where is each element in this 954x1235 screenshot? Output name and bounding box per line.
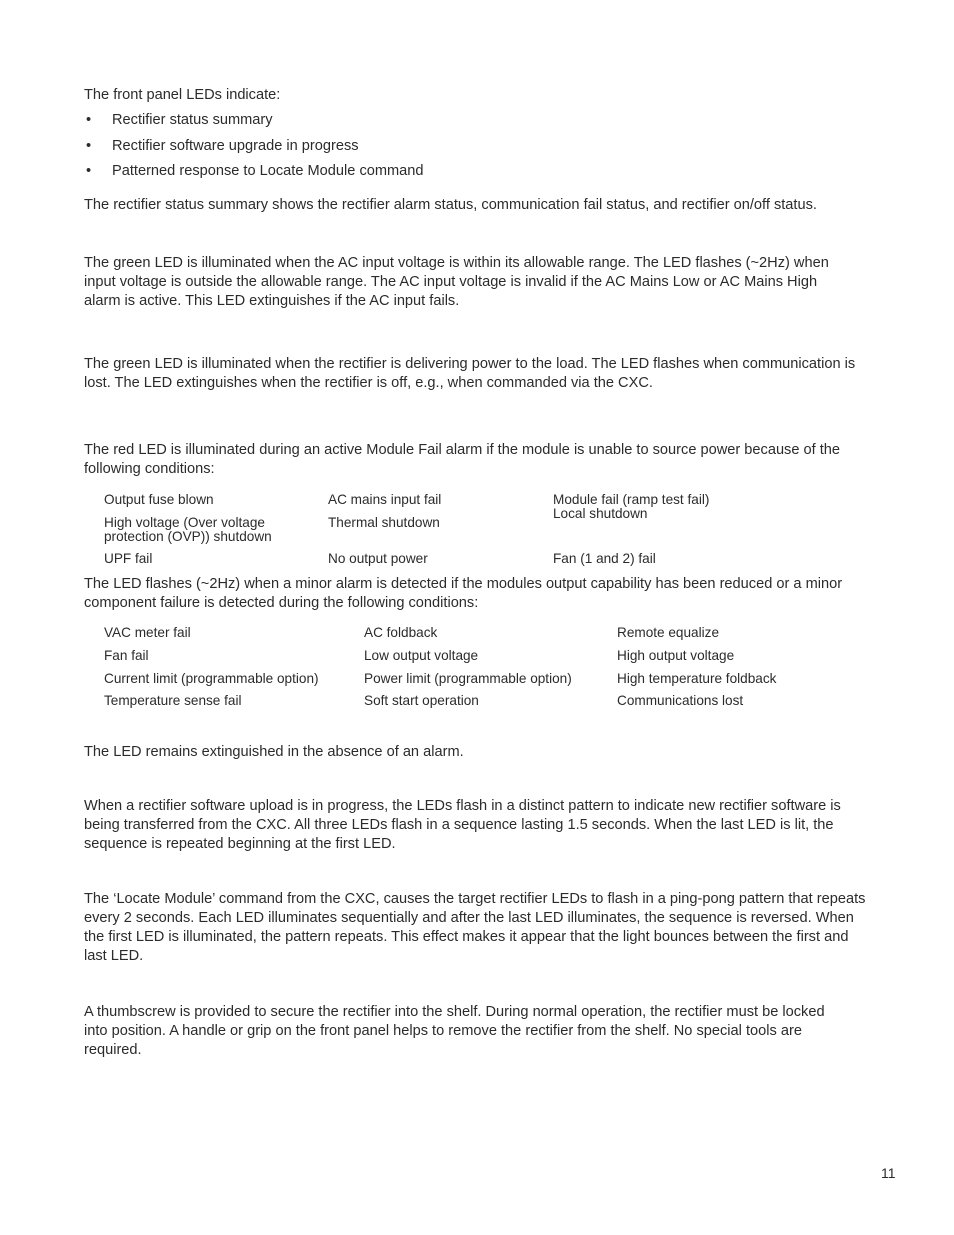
table-cell: High output voltage: [617, 648, 735, 663]
table-cell: High temperature foldback: [617, 671, 777, 686]
bullet-icon: •: [86, 163, 92, 179]
page-number: 11: [881, 1165, 896, 1181]
table-cell: High voltage (Over voltage: [104, 515, 265, 530]
list-item: • Rectifier software upgrade in progress: [86, 137, 359, 154]
intro-text: The front panel LEDs indicate:: [84, 87, 281, 103]
table-cell: Fan fail: [104, 648, 149, 663]
led-indication-list: [84, 111, 424, 188]
table-cell: Current limit (programmable option): [104, 671, 319, 686]
table-cell: Communications lost: [617, 693, 744, 708]
table-cell: Thermal shutdown: [328, 515, 440, 530]
table-cell: protection (OVP)) shutdown: [104, 529, 272, 544]
table-cell: No output power: [328, 551, 428, 566]
software-upload-text: When a rectifier software upload is in progress, the LEDs flash in a distinct pattern to indicate new rectifier software is being transferred from the CXC. All three LEDs flash in a sequence lasting 1.5 seconds. When the last LED is lit, the sequence is repeated beginning at the first LED.: [84, 798, 841, 852]
dc-led-text: The green LED is illuminated when the rectifier is delivering power to the load. The LED flashes when communication is lost. The LED extinguishes when the rectifier is off, e.g., when commanded via the CXC.: [84, 356, 856, 391]
table-cell: Power limit (programmable option): [364, 671, 572, 686]
table-cell: AC mains input fail: [328, 492, 442, 507]
status-summary-text: The rectifier status summary shows the rectifier alarm status, communication fail status, and rectifier on/off status.: [84, 197, 817, 213]
no-alarm-text: The LED remains extinguished in the absence of an alarm.: [84, 744, 464, 760]
list-item: • Patterned response to Locate Module command: [86, 163, 424, 179]
table-cell: Low output voltage: [364, 648, 479, 663]
bullet-icon: •: [86, 137, 92, 154]
table-cell: AC foldback: [364, 625, 438, 640]
table-cell: Module fail (ramp test fail): [553, 492, 710, 507]
list-item: • Rectifier status summary: [86, 112, 273, 128]
table-cell: Output fuse blown: [104, 492, 214, 507]
locate-module-text: The ‘Locate Module’ command from the CXC, causes the target rectifier LEDs to flash in a ping-pong pattern that repeats every 2 seconds. Each LED illuminates sequentially and after the last LED illuminates, the sequence is reversed. When the first LED is illuminated, the pattern repeats. This effect makes it appear that the light bounces between the first and last LED.: [84, 891, 866, 964]
table-cell: Remote equalize: [617, 625, 720, 640]
minor-alarm-text: The LED flashes (~2Hz) when a minor alarm is detected if the modules output capability has been reduced or a minor component failure is detected during the following conditions:: [84, 576, 843, 611]
table-cell: Fan (1 and 2) fail: [553, 551, 656, 566]
ac-led-text: The green LED is illuminated when the AC input voltage is within its allowable range. The LED flashes (~2Hz) when input voltage is outside the allowable range. The AC input voltage is invalid if the AC Mains Low or AC Mains High alarm is active. This LED extinguishes if the AC input fails.: [84, 255, 829, 309]
fail-led-text: The red LED is illuminated during an active Module Fail alarm if the module is unable to source power because of the following conditions:: [84, 442, 841, 477]
table-cell: UPF fail: [104, 551, 153, 566]
table-cell: Local shutdown: [553, 506, 648, 521]
bullet-icon: •: [86, 112, 92, 128]
table-cell: Temperature sense fail: [104, 693, 242, 708]
thumbscrew-text: A thumbscrew is provided to secure the rectifier into the shelf. During normal operation, the rectifier must be locked into position. A handle or grip on the front panel helps to remove the rectifier from the shelf. No special tools are required.: [84, 1004, 825, 1058]
table-cell: VAC meter fail: [104, 625, 191, 640]
table-cell: Soft start operation: [364, 693, 479, 708]
